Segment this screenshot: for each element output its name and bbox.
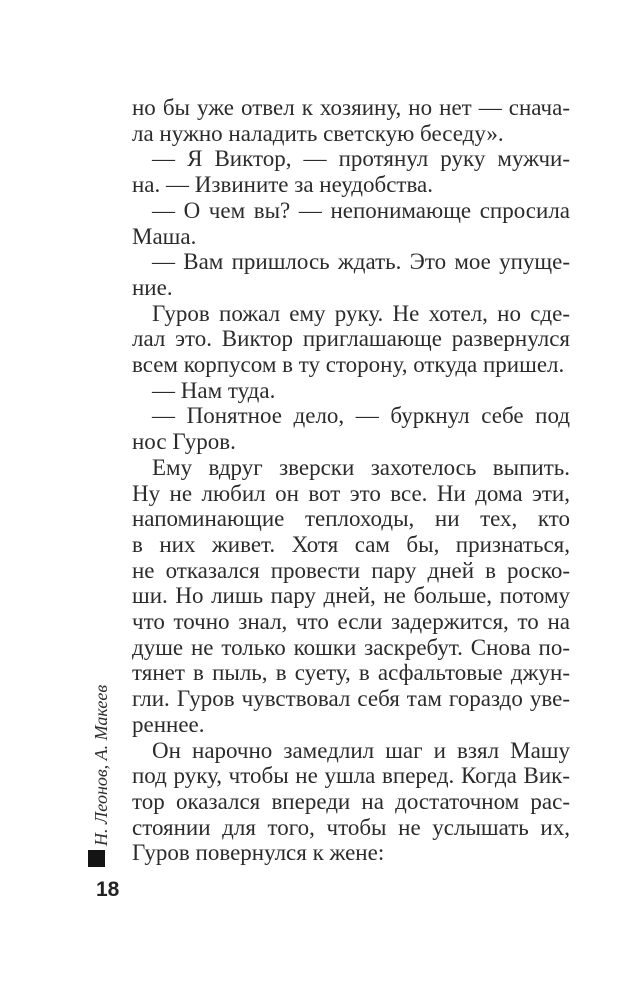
text-line: ши. Но лишь пару дней, не больше, потому	[132, 583, 570, 609]
text-line: напоминающие теплоходы, ни тех, кто	[132, 506, 570, 532]
text-line: под руку, чтобы не ушла вперед. Когда Вик-	[132, 763, 570, 789]
text-line: Гуров повернулся к жене:	[132, 840, 385, 866]
text-line: тор оказался впереди на достаточном рас-	[132, 788, 570, 814]
text-line: лал это. Виктор приглашающе развернулся	[132, 326, 570, 352]
text-line: Гуров пожал ему руку. Не хотел, но сде-	[152, 300, 570, 326]
text-line: тянет в пыль, в суету, в асфальтовые джун-	[132, 660, 570, 686]
text-line: — Понятное дело, — буркнул себе под	[152, 403, 570, 429]
text-line: гли. Гуров чувствовал себя там гораздо уве-	[132, 686, 570, 712]
text-line: — О чем вы? — непонимающе спросила	[152, 197, 570, 223]
text-line: стоянии для того, чтобы не услышать их,	[132, 814, 570, 840]
text-line: ла нужно наладить светскую беседу».	[132, 120, 504, 146]
text-line: что точно знал, что если задержится, то на	[132, 609, 570, 635]
text-line: Ему вдруг зверски захотелось выпить.	[152, 454, 570, 480]
text-line: — Я Виктор, — протянул руку мужчи-	[152, 146, 570, 172]
text-line: в них живет. Хотя сам бы, признаться,	[132, 531, 570, 557]
page-text	[132, 95, 570, 866]
text-line: душе не только кошки заскребут. Снова по-	[132, 634, 570, 660]
text-line: — Вам пришлось ждать. Это мое упуще-	[152, 249, 570, 275]
text-line: не отказался провести пару дней в роско-	[132, 557, 570, 583]
spine-authors-label: Н. Леонов, А. Макеев	[91, 684, 111, 846]
text-line: реннее.	[132, 711, 205, 737]
text-line: нос Гуров.	[132, 429, 236, 455]
text-line: Маша.	[132, 223, 197, 249]
text-line: но бы уже отвел к хозяину, но нет — снача-	[132, 95, 570, 120]
text-line: Он нарочно замедлил шаг и взял Машу	[152, 737, 570, 763]
text-line: — Нам туда.	[152, 377, 276, 403]
text-line: ние.	[132, 274, 173, 300]
text-line: всем корпусом в ту сторону, откуда пришел.	[132, 352, 565, 378]
series-marker-square-icon	[88, 850, 105, 867]
page-number: 18	[96, 878, 120, 901]
text-line: Ну не любил он вот это все. Ни дома эти,	[132, 480, 570, 506]
text-line: на. — Извините за неудобства.	[132, 172, 433, 198]
